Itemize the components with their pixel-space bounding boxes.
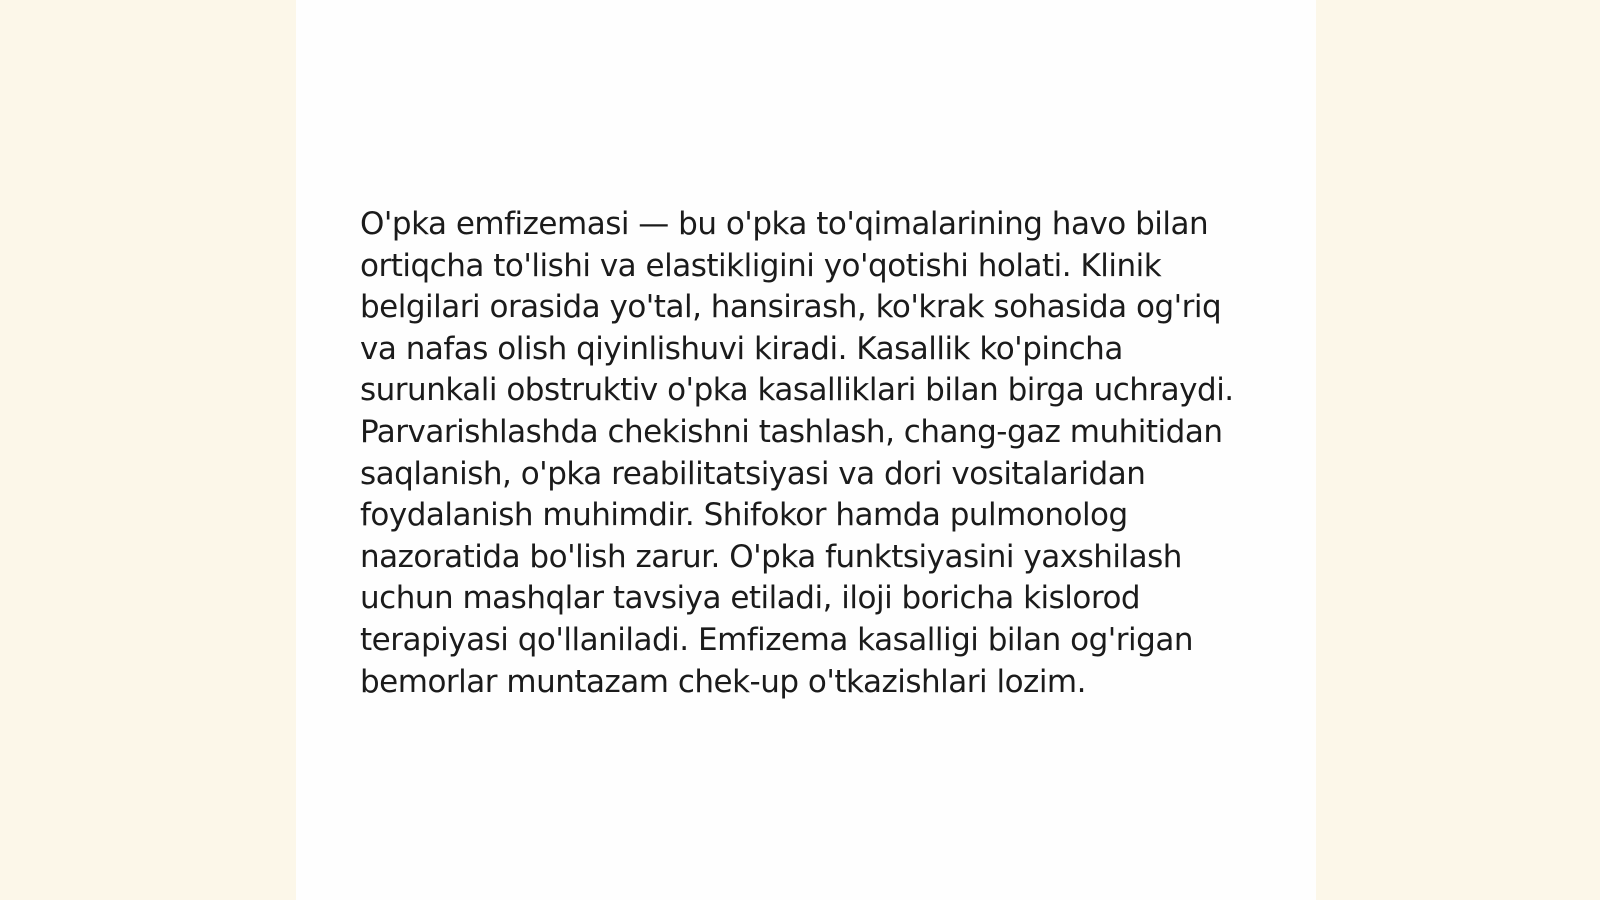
document-page <box>296 0 1316 900</box>
body-paragraph: O'pka emfizemasi — bu o'pka to'qimalarining havo bilan ortiqcha to'lishi va elastikligini yo'qotishi holati. Klinik belgilari orasida yo'tal, hansirash, ko'krak sohasida og'riq va nafas olish qiyinlishuvi kiradi. Kasallik ko'pincha surunkali obstruktiv o'pka kasalliklari bilan birga uchraydi. Parvarishlashda chekishni tashlash, chang-gaz muhitidan saqlanish, o'pka reabilitatsiyasi va dori vositalaridan foydalanish muhimdir. Shifokor hamda pulmonolog nazoratida bo'lish zarur. O'pka funktsiyasini yaxshilash uchun mashqlar tavsiya etiladi, iloji boricha kislorod terapiyasi qo'llaniladi. Emfizema kasalligi bilan og'rigan bemorlar muntazam chek-up o'tkazishlari lozim. <box>360 206 1234 700</box>
